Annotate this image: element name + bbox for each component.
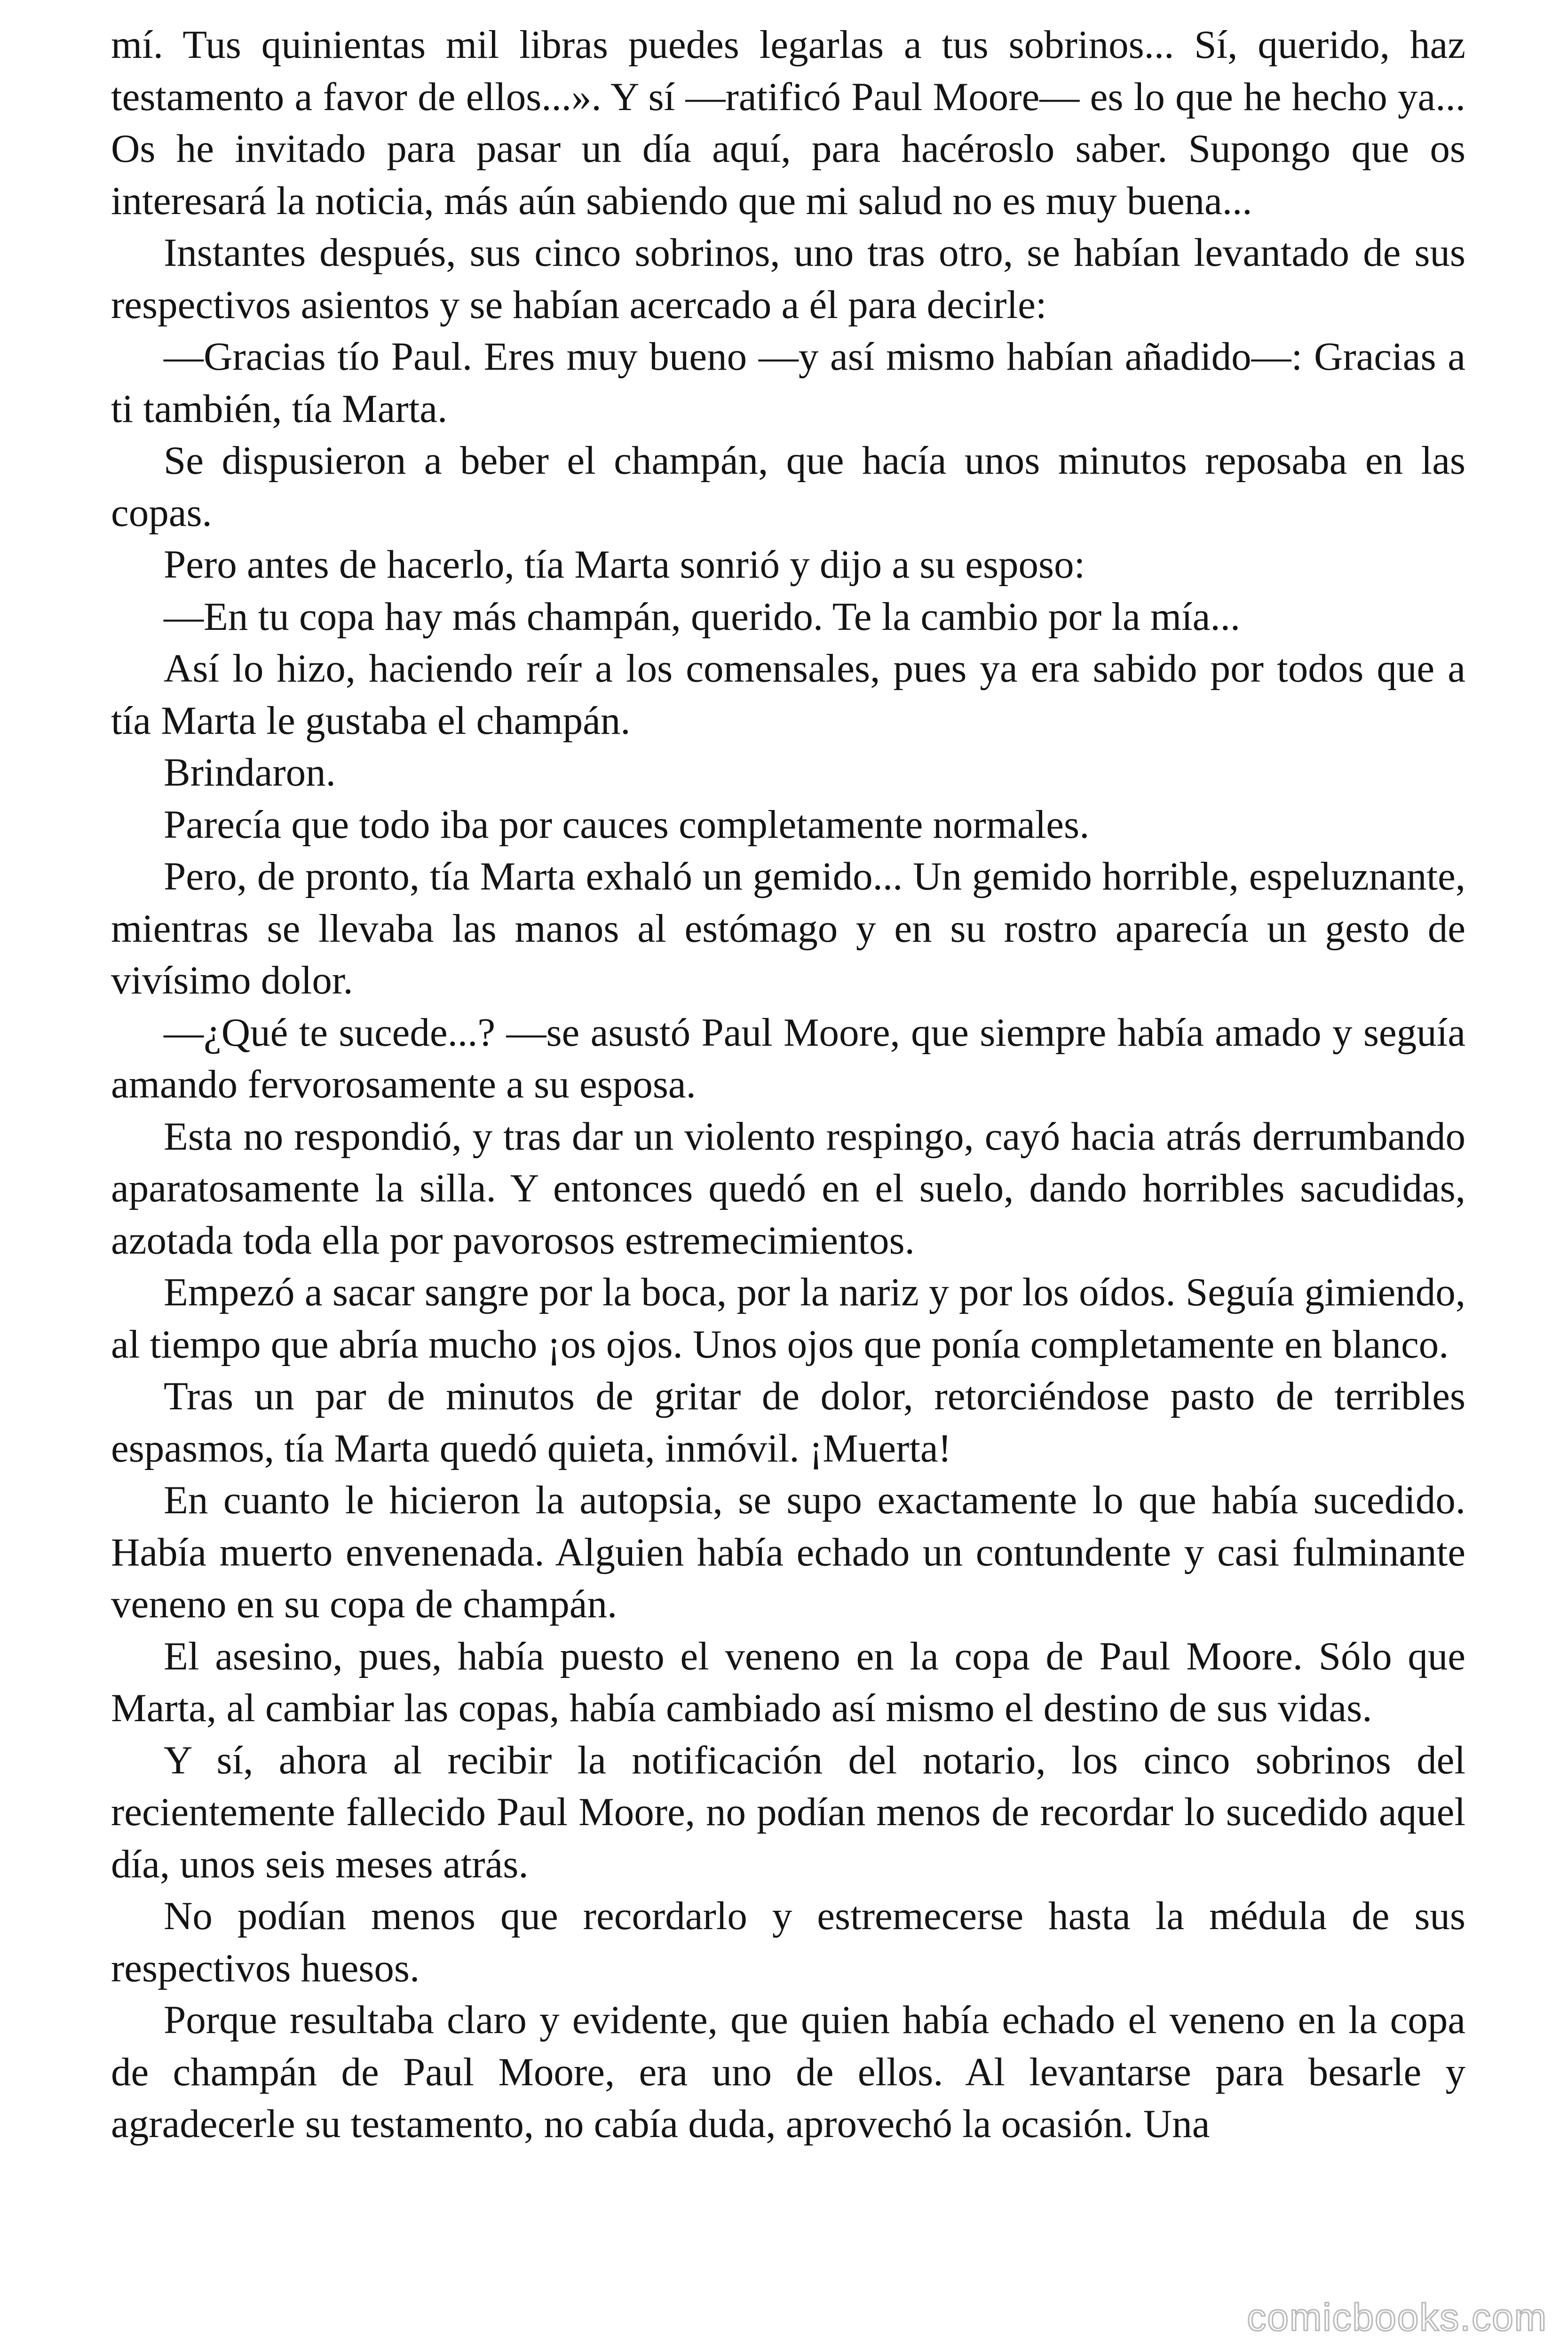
paragraph-1: mí. Tus quinientas mil libras puedes legarlas a tus sobrinos... Sí, querido, haz testamento a favor de ellos...». Y sí —ratificó Paul Moore— es lo que he hecho ya... Os he invitado para pasar un día aquí, para hacéroslo saber. Supongo que os interesará la noticia, más aún sabiendo que mi salud no es muy buena... bbox=[111, 23, 1465, 223]
paragraph-8: Brindaron. bbox=[164, 750, 336, 795]
paragraph-14: Tras un par de minutos de gritar de dolor, retorciéndose pasto de terribles espasmos, tía Marta quedó quieta, inmóvil. ¡Muerta! bbox=[111, 1374, 1465, 1470]
document-page bbox=[111, 19, 1465, 2150]
paragraph-12: Esta no respondió, y tras dar un violento respingo, cayó hacia atrás derrumbando aparatosamente la silla. Y entonces quedó en el suelo, dando horribles sacudidas, azotada toda ella por pavorosos estremecimientos. bbox=[111, 1114, 1465, 1263]
paragraph-2: Instantes después, sus cinco sobrinos, uno tras otro, se habían levantado de sus respectivos asientos y se habían acercado a él para decirle: bbox=[111, 230, 1465, 327]
paragraph-3: —Gracias tío Paul. Eres muy bueno —y así mismo habían añadido—: Gracias a ti también, tía Marta. bbox=[111, 334, 1465, 431]
paragraph-18: No podían menos que recordarlo y estremecerse hasta la médula de sus respectivos huesos. bbox=[111, 1894, 1465, 1990]
paragraph-13: Empezó a sacar sangre por la boca, por la nariz y por los oídos. Seguía gimiendo, al tiempo que abría mucho ¡os ojos. Unos ojos que ponía completamente en blanco. bbox=[111, 1270, 1465, 1367]
paragraph-10: Pero, de pronto, tía Marta exhaló un gemido... Un gemido horrible, espeluznante, mientras se llevaba las manos al estómago y en su rostro aparecía un gesto de vivísimo dolor. bbox=[111, 854, 1465, 1002]
paragraph-9: Parecía que todo iba por cauces completamente normales. bbox=[164, 802, 1090, 847]
paragraph-16: El asesino, pues, había puesto el veneno en la copa de Paul Moore. Sólo que Marta, al cambiar las copas, había cambiado así mismo el destino de sus vidas. bbox=[111, 1634, 1465, 1730]
paragraph-15: En cuanto le hicieron la autopsia, se supo exactamente lo que había sucedido. Había muerto envenenada. Alguien había echado un contundente y casi fulminante veneno en su copa de champán. bbox=[111, 1478, 1465, 1626]
paragraph-17: Y sí, ahora al recibir la notificación del notario, los cinco sobrinos del recientemente fallecido Paul Moore, no podían menos de recordar lo sucedido aquel día, unos seis meses atrás. bbox=[111, 1738, 1465, 1886]
paragraph-7: Así lo hizo, haciendo reír a los comensales, pues ya era sabido por todos que a tía Marta le gustaba el champán. bbox=[111, 646, 1465, 743]
paragraph-4: Se dispusieron a beber el champán, que hacía unos minutos reposaba en las copas. bbox=[111, 438, 1465, 535]
watermark: comicbooks.com bbox=[1247, 2296, 1547, 2339]
paragraph-5: Pero antes de hacerlo, tía Marta sonrió y dijo a su esposo: bbox=[164, 542, 1085, 587]
paragraph-19: Porque resultaba claro y evidente, que quien había echado el veneno en la copa de champán de Paul Moore, era uno de ellos. Al levantarse para besarle y agradecerle su testamento, no cabía duda, aprovechó la ocasión. Una bbox=[111, 1998, 1465, 2146]
paragraph-6: —En tu copa hay más champán, querido. Te la cambio por la mía... bbox=[164, 594, 1241, 639]
paragraph-11: —¿Qué te sucede...? —se asustó Paul Moore, que siempre había amado y seguía amando fervorosamente a su esposa. bbox=[111, 1010, 1465, 1106]
